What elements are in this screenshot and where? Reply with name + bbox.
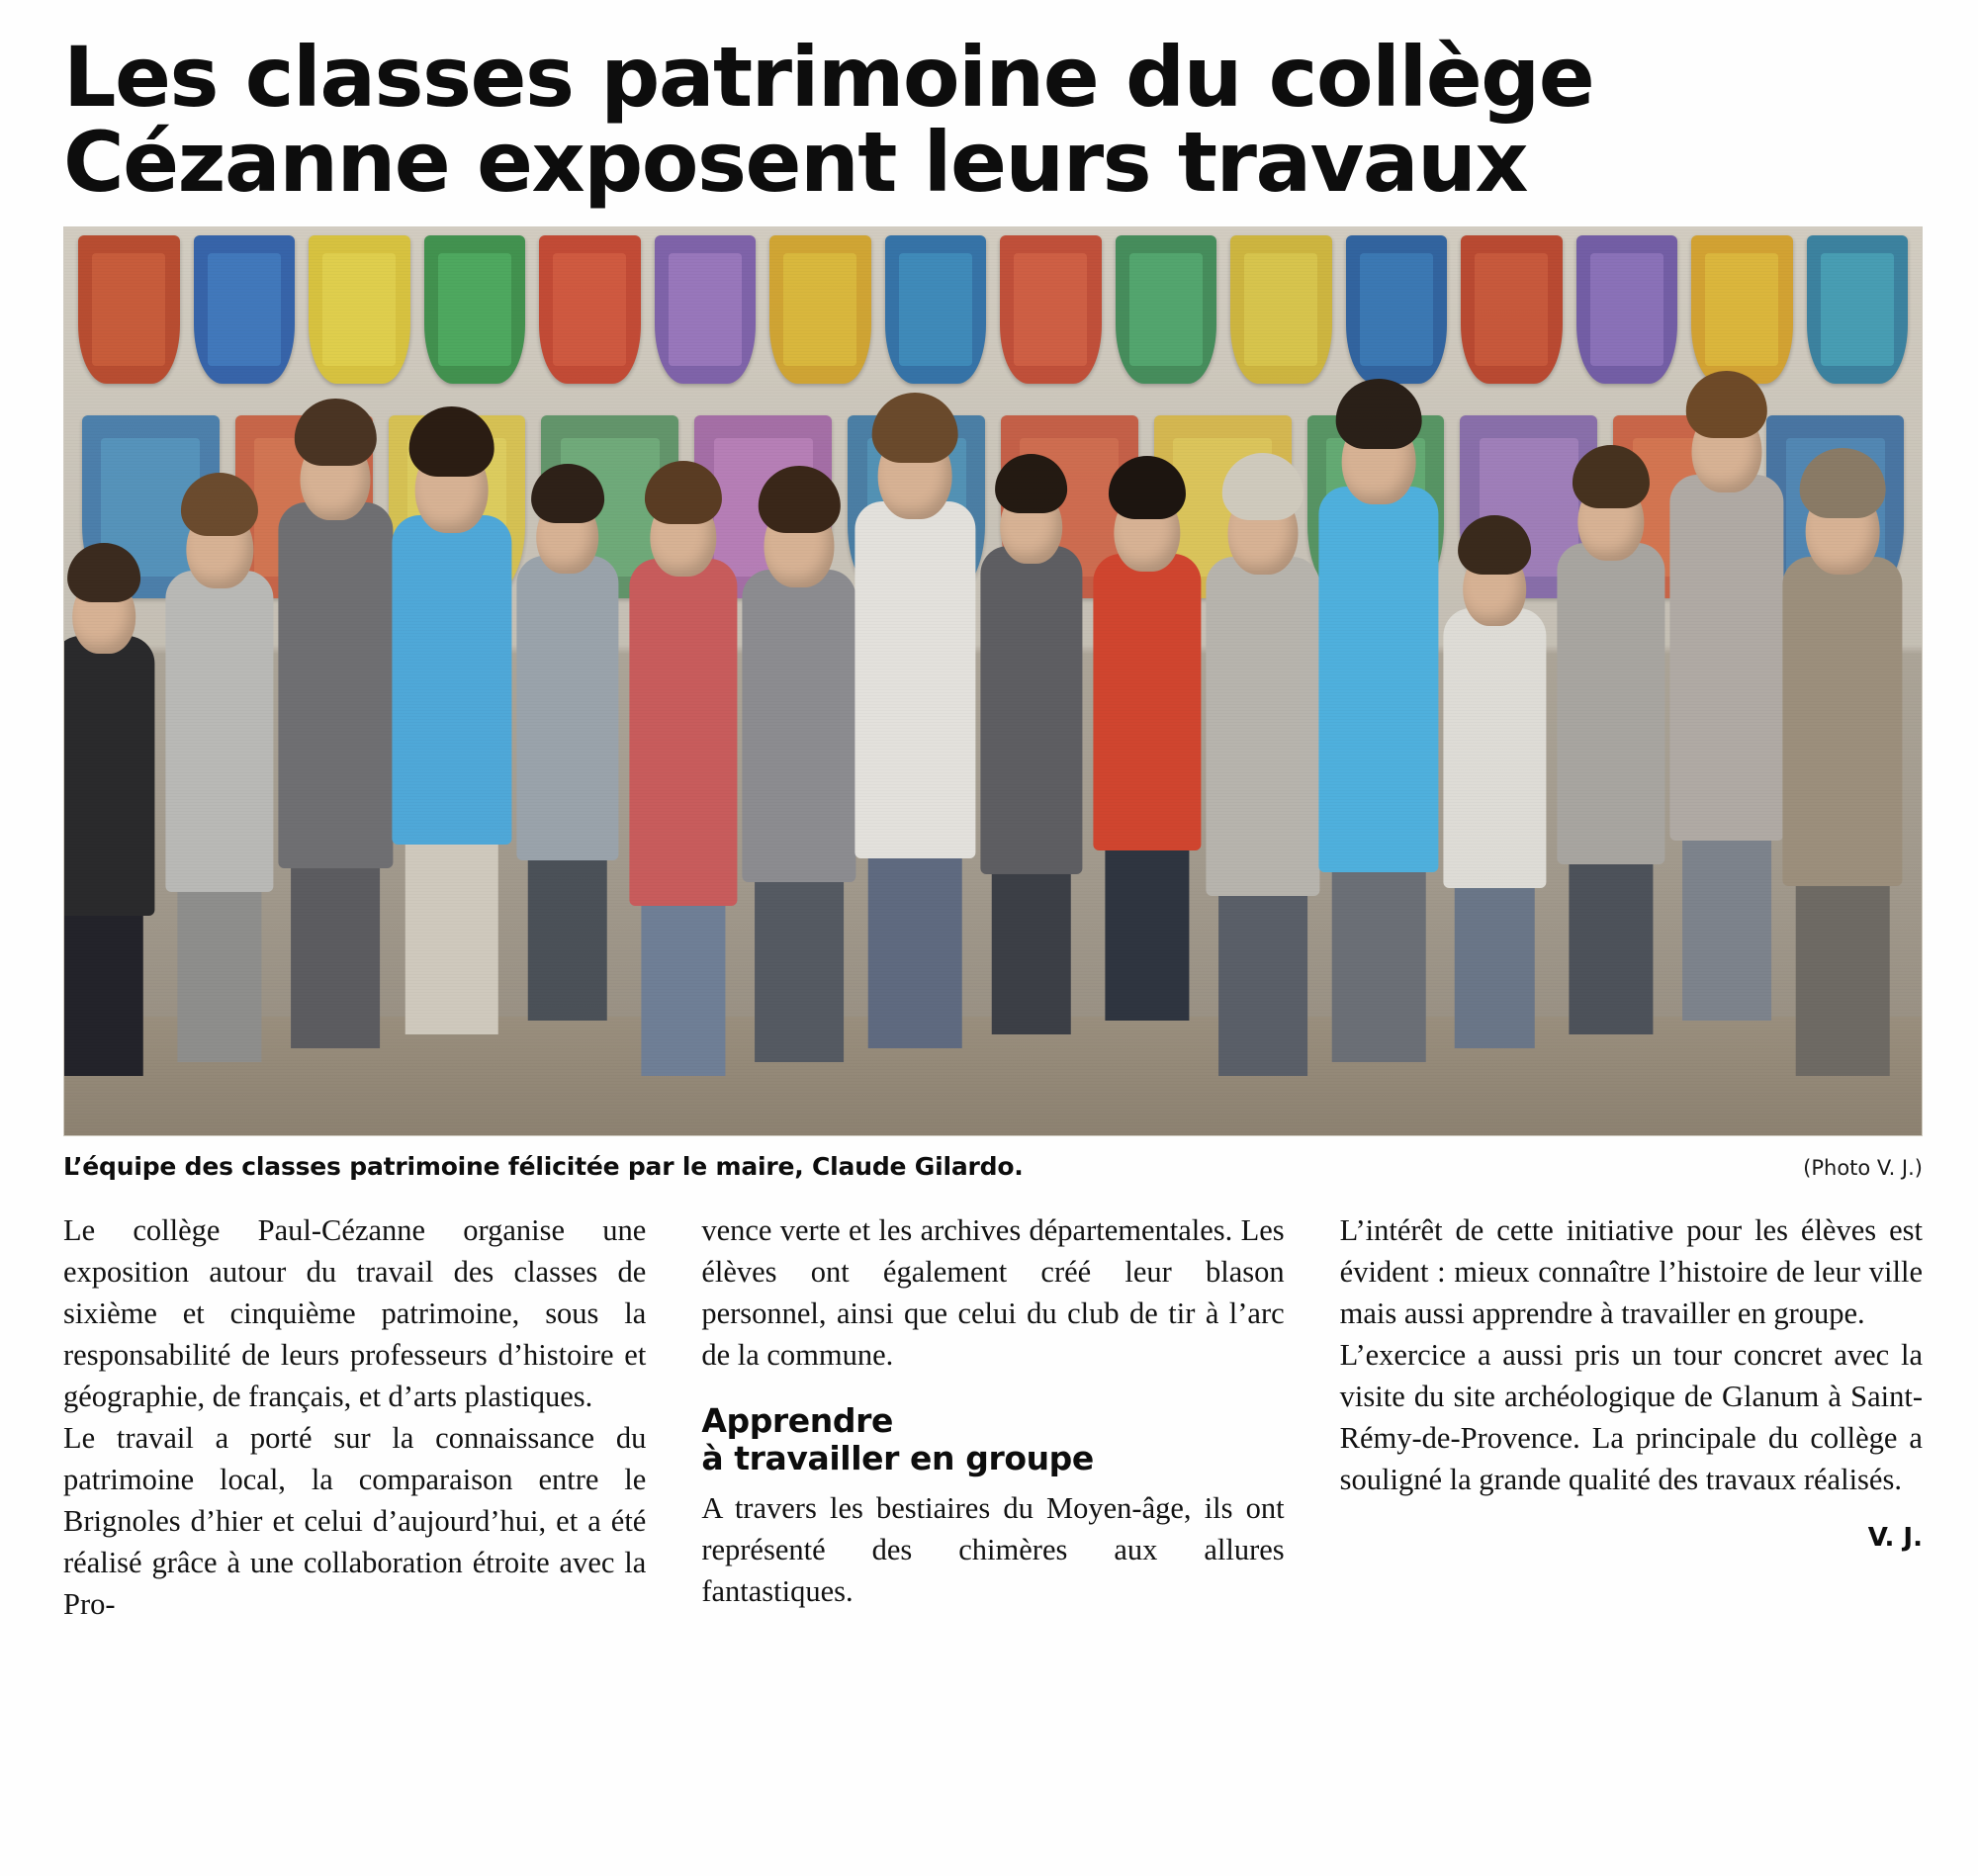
person-torso <box>1669 475 1783 842</box>
person-legs <box>1105 841 1189 1021</box>
heraldic-shield <box>1691 235 1793 384</box>
person-torso <box>1319 487 1439 872</box>
person-legs <box>1218 886 1307 1076</box>
subheading-line-2: à travailler en groupe <box>701 1438 1094 1477</box>
person <box>279 553 393 1136</box>
person-torso <box>743 570 856 883</box>
paragraph: Le travail a porté sur la connaissance du patrimoine local, la comparaison entre le Brignoles d’hier et celui d’aujourd’hui, et a été réalisé grâce à une collaboration étroite avec la Pro- <box>63 1421 647 1621</box>
page-title <box>57 29 1883 211</box>
heraldic-shield <box>1116 235 1217 384</box>
heraldic-shield <box>1346 235 1448 384</box>
person <box>743 620 856 1136</box>
person-torso <box>516 556 618 860</box>
heraldic-shield <box>885 235 987 384</box>
person <box>392 572 511 1135</box>
person-torso <box>392 515 511 845</box>
person-legs <box>991 864 1070 1034</box>
paragraph: vence verte et les archives départementales. Les élèves ont également créé leur blason personnel, ainsi que celui du club de tir à l’arc de la commune. <box>701 1213 1285 1373</box>
group-photo-people <box>64 502 1922 1135</box>
person <box>1093 598 1201 1136</box>
person <box>855 558 975 1135</box>
paragraph: A travers les bestiaires du Moyen-âge, ils ont représenté des chimères aux allures fantastiques. <box>701 1491 1285 1609</box>
heraldic-shield <box>194 235 296 384</box>
heraldic-shield <box>309 235 410 384</box>
person <box>1444 646 1546 1135</box>
heraldic-shield <box>1461 235 1563 384</box>
person-torso <box>1782 557 1902 886</box>
paragraph: L’exercice a aussi pris un tour concret avec la visite du site archéologique de Glanum à Saint-Rémy-de-Provence. La principale du collège a souligné la grande qualité des travaux réalisés. <box>1339 1338 1923 1496</box>
person-torso <box>279 502 393 869</box>
headline-line-1: Les classes patrimoine du collège <box>63 29 1594 126</box>
heraldic-shield <box>78 235 180 384</box>
person-legs <box>1682 831 1771 1021</box>
heraldic-shield <box>1576 235 1678 384</box>
person-legs <box>291 858 380 1048</box>
heraldic-shield <box>1807 235 1909 384</box>
photo-caption-row <box>63 1152 1923 1181</box>
person <box>166 614 274 1135</box>
person <box>1206 607 1319 1136</box>
article-column-1 <box>63 1210 646 1625</box>
person-torso <box>855 501 975 859</box>
person <box>1557 586 1664 1135</box>
heraldic-shield <box>539 235 641 384</box>
person-torso <box>1557 543 1664 865</box>
person-legs <box>64 906 143 1076</box>
author-signature: V. J. <box>1867 1522 1923 1553</box>
photo-caption: L’équipe des classes patrimoine félicitée par le maire, Claude Gilardo. <box>63 1152 1024 1182</box>
article-column-2 <box>701 1210 1284 1625</box>
paragraph: Le collège Paul-Cézanne organise une exposition autour du travail des classes de sixième et cinquième patrimoine, sous la responsabilité de leurs professeurs d’histoire et géographie, de français, et d’arts plastiques. <box>63 1213 647 1414</box>
person-legs <box>528 850 607 1021</box>
headline-line-2: Cézanne exposent leurs travaux <box>63 113 1528 211</box>
person-torso <box>1444 608 1546 889</box>
person-legs <box>868 849 962 1048</box>
person-torso <box>980 546 1082 874</box>
person <box>1782 613 1902 1135</box>
person-torso <box>629 559 737 906</box>
person-legs <box>1332 862 1426 1062</box>
person-legs <box>405 835 498 1034</box>
person-hair <box>531 464 604 523</box>
person-legs <box>755 872 844 1062</box>
heraldic-shield <box>424 235 526 384</box>
heraldic-shield <box>1230 235 1332 384</box>
person-legs <box>1796 876 1890 1076</box>
person-legs <box>641 896 725 1076</box>
person <box>516 594 618 1136</box>
article-body <box>63 1210 1923 1625</box>
article-photo <box>63 226 1923 1136</box>
person <box>1669 525 1783 1136</box>
photo-credit: (Photo V. J.) <box>1803 1156 1923 1181</box>
person-torso <box>1206 557 1319 897</box>
person-torso <box>63 636 155 917</box>
person-hair <box>1458 515 1531 575</box>
person-legs <box>1455 878 1534 1048</box>
person-hair <box>995 454 1068 513</box>
person-hair <box>67 543 140 602</box>
section-subheading <box>701 1402 1284 1476</box>
person <box>1319 544 1439 1136</box>
person-torso <box>166 571 274 893</box>
person <box>980 584 1082 1136</box>
person <box>63 673 155 1135</box>
heraldic-shield <box>1000 235 1102 384</box>
person <box>629 603 737 1136</box>
heraldic-shield <box>769 235 871 384</box>
person-legs <box>178 882 262 1062</box>
article-column-3 <box>1340 1210 1923 1625</box>
heraldic-shield <box>655 235 757 384</box>
person-torso <box>1093 554 1201 850</box>
paragraph: L’intérêt de cette initiative pour les élèves est évident : mieux connaître l’histoire de leur ville mais aussi apprendre à travailler en groupe. <box>1339 1213 1923 1331</box>
person-legs <box>1569 854 1653 1034</box>
subheading-line-1: Apprendre <box>701 1401 893 1441</box>
